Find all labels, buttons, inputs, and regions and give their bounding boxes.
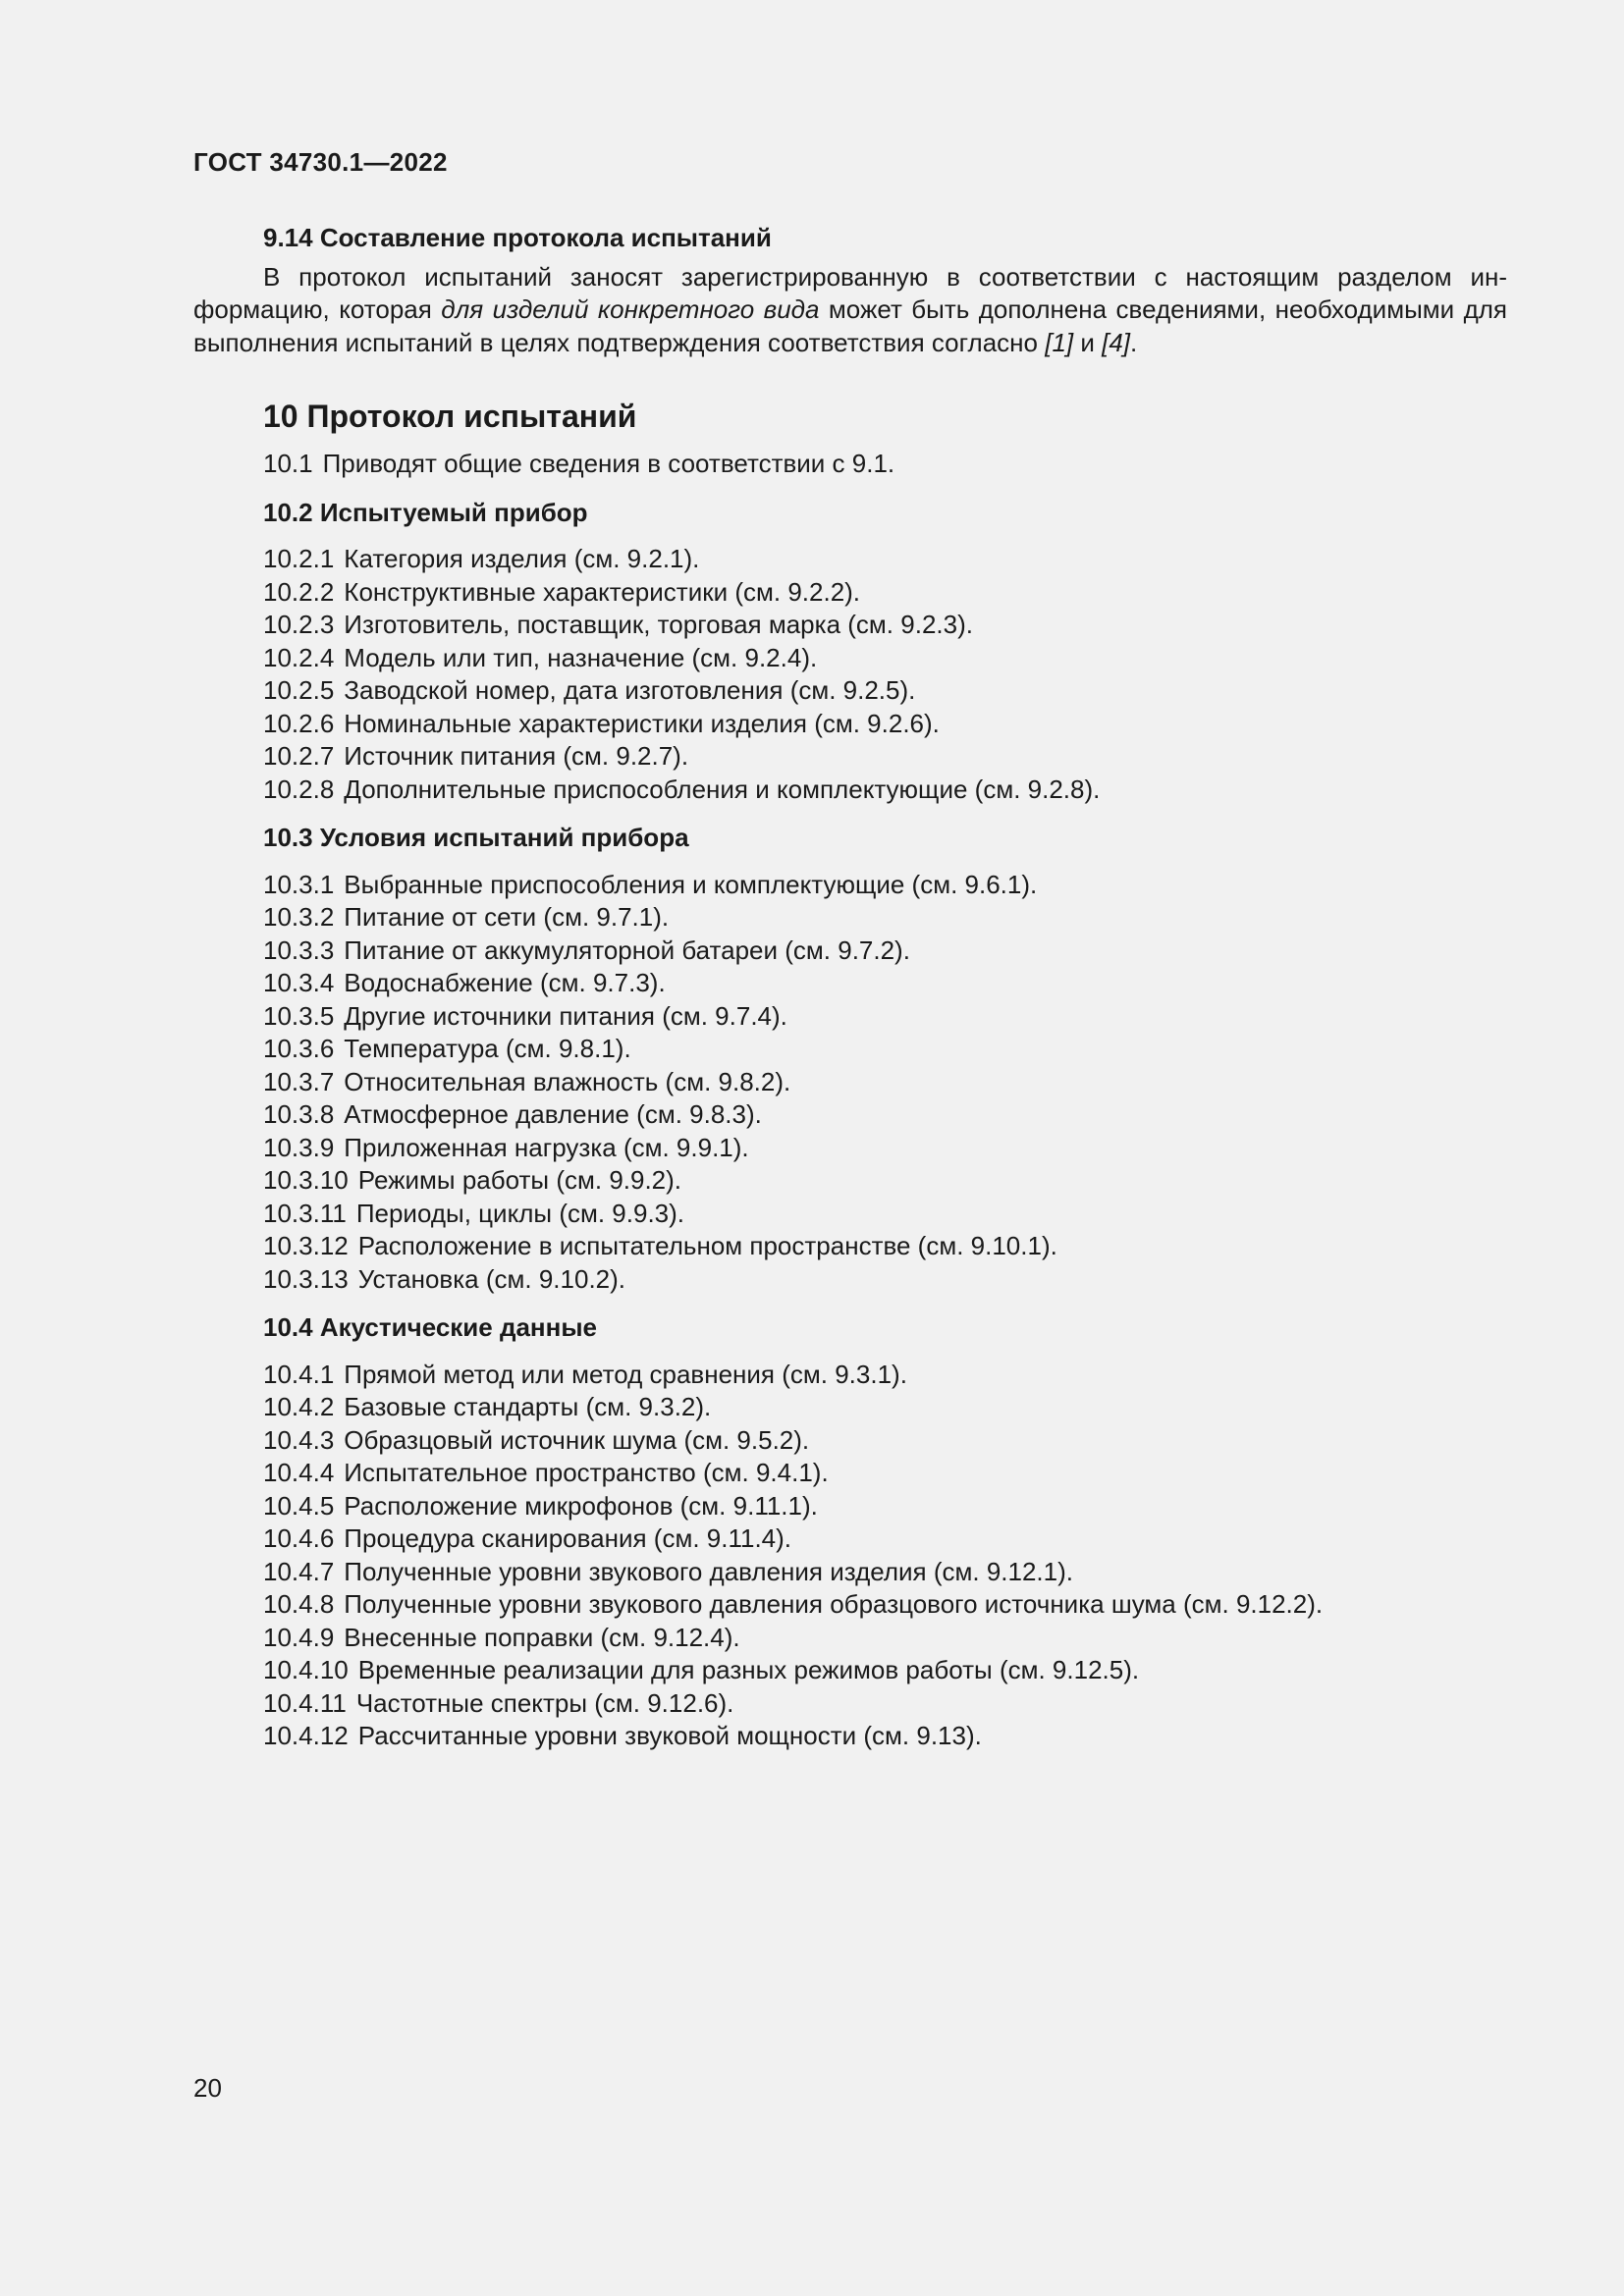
list-item	[193, 1230, 1507, 1263]
item-number: 10.1	[263, 449, 313, 478]
list-item	[193, 1687, 1507, 1721]
item-number: 10.4.2	[263, 1392, 335, 1421]
item-number: 10.4.7	[263, 1556, 335, 1586]
item-text: Приводят общие сведения в соответствии с 9.1.	[322, 449, 895, 478]
item-text: Дополнительные приспособления и комплектующие (см. 9.2.8).	[344, 774, 1101, 804]
item-number: 10.2.5	[263, 675, 335, 705]
list-item	[193, 1198, 1507, 1231]
item-number: 10.3.10	[263, 1165, 349, 1195]
item-number: 10.2.2	[263, 576, 335, 607]
paragraph-italic-text: для изделий конкретного вида	[441, 294, 820, 324]
item-text: Расположение в испытательном пространстве (см. 9.10.1).	[357, 1231, 1057, 1260]
item-number: 10.3.12	[263, 1231, 349, 1260]
item-text: Рассчитанные уровни звуковой мощности (см. 9.13).	[357, 1721, 982, 1750]
item-10-1	[193, 448, 1507, 481]
list-item	[193, 1654, 1507, 1687]
item-number: 10.4.10	[263, 1655, 349, 1684]
item-number: 10.4.8	[263, 1589, 335, 1619]
list-item	[193, 1033, 1507, 1066]
subsection-10-2-title: 10.2 Испытуемый прибор	[263, 497, 588, 527]
item-text: Атмосферное давление (см. 9.8.3).	[344, 1099, 762, 1129]
item-number: 10.3.1	[263, 869, 335, 899]
list-item	[193, 740, 1507, 774]
list-item	[193, 1066, 1507, 1099]
subsection-10-4-title: 10.4 Акустические данные	[263, 1312, 597, 1342]
item-number: 10.4.6	[263, 1523, 335, 1553]
paragraph-text: .	[1130, 327, 1138, 357]
paragraph-text: В протокол испытаний заносят зарегистрированную в соответствии с настоящим разделом ин-формацию, которая	[193, 261, 1507, 324]
section-9-14-paragraph	[193, 261, 1507, 360]
item-text: Источник питания (см. 9.2.7).	[344, 741, 689, 771]
item-text: Температура (см. 9.8.1).	[344, 1034, 631, 1063]
paragraph-text: может быть дополнена сведениями, необходимыми для выполнения испытаний в целях подтверждения соответствия согласно	[193, 294, 1507, 357]
item-text: Образцовый источник шума (см. 9.5.2).	[344, 1424, 810, 1455]
item-text: Режимы работы (см. 9.9.2).	[357, 1165, 682, 1195]
list-item	[193, 1164, 1507, 1198]
page-content	[193, 222, 1507, 1753]
item-text: Временные реализации для разных режимов работы (см. 9.12.5).	[357, 1655, 1140, 1684]
list-item	[193, 1720, 1507, 1753]
item-text: Внесенные поправки (см. 9.12.4).	[344, 1622, 740, 1652]
item-text: Водоснабжение (см. 9.7.3).	[344, 968, 666, 997]
item-text: Питание от аккумуляторной батареи (см. 9.7.2).	[344, 934, 910, 965]
list-item	[193, 1424, 1507, 1458]
list-item	[193, 869, 1507, 902]
item-number: 10.2.6	[263, 708, 335, 738]
item-text: Категория изделия (см. 9.2.1).	[344, 544, 700, 573]
list-item	[193, 576, 1507, 610]
item-number: 10.3.3	[263, 934, 335, 965]
item-text: Приложенная нагрузка (см. 9.9.1).	[344, 1132, 749, 1162]
item-text: Выбранные приспособления и комплектующие (см. 9.6.1).	[344, 869, 1038, 899]
item-text: Питание от сети (см. 9.7.1).	[344, 902, 670, 932]
list-item	[193, 901, 1507, 934]
item-text: Заводской номер, дата изготовления (см. 9.2.5).	[344, 675, 916, 705]
list-item	[193, 708, 1507, 741]
section-10-title: 10 Протокол испытаний	[263, 399, 637, 434]
list-item	[193, 1457, 1507, 1490]
item-number: 10.4.11	[263, 1687, 347, 1718]
section-9-14-title: 9.14 Составление протокола испытаний	[263, 223, 772, 252]
item-text: Установка (см. 9.10.2).	[357, 1263, 626, 1294]
item-text: Другие источники питания (см. 9.7.4).	[344, 1000, 787, 1031]
item-number: 10.4.9	[263, 1622, 335, 1652]
item-text: Прямой метод или метод сравнения (см. 9.3.1).	[344, 1359, 907, 1389]
item-number: 10.3.11	[263, 1198, 347, 1228]
item-text: Периоды, циклы (см. 9.9.3).	[355, 1198, 685, 1228]
item-number: 10.2.3	[263, 610, 335, 639]
list-item	[193, 1622, 1507, 1655]
item-number: 10.4.4	[263, 1458, 335, 1487]
list-item	[193, 967, 1507, 1000]
document-standard-id: ГОСТ 34730.1—2022	[193, 147, 448, 177]
item-text: Расположение микрофонов (см. 9.11.1).	[344, 1490, 818, 1521]
list-item	[193, 1359, 1507, 1392]
item-text: Конструктивные характеристики (см. 9.2.2).	[344, 576, 861, 607]
item-number: 10.3.6	[263, 1034, 335, 1063]
list-item	[193, 1098, 1507, 1132]
subsection-10-2-list	[193, 543, 1507, 806]
item-number: 10.3.8	[263, 1099, 335, 1129]
item-text: Базовые стандарты (см. 9.3.2).	[344, 1392, 712, 1421]
item-number: 10.3.2	[263, 902, 335, 932]
list-item	[193, 674, 1507, 708]
list-item	[193, 609, 1507, 642]
paragraph-text: и	[1073, 327, 1103, 357]
list-item	[193, 1391, 1507, 1424]
item-text: Модель или тип, назначение (см. 9.2.4).	[344, 642, 818, 672]
list-item	[193, 774, 1507, 807]
item-number: 10.2.1	[263, 544, 335, 573]
subsection-10-4-list	[193, 1359, 1507, 1753]
list-item	[193, 1490, 1507, 1523]
list-item	[193, 1263, 1507, 1297]
item-number: 10.3.4	[263, 968, 335, 997]
list-item	[193, 1000, 1507, 1034]
item-text: Номинальные характеристики изделия (см. 9.2.6).	[344, 708, 940, 738]
list-item	[193, 1132, 1507, 1165]
list-item	[193, 1588, 1507, 1622]
item-number: 10.3.9	[263, 1132, 335, 1162]
item-text: Полученные уровни звукового давления образцового источника шума (см. 9.12.2).	[344, 1589, 1324, 1619]
reference-4: [4]	[1102, 327, 1131, 357]
list-item	[193, 1556, 1507, 1589]
subsection-10-3-list	[193, 869, 1507, 1297]
item-number: 10.3.5	[263, 1000, 335, 1031]
item-text: Процедура сканирования (см. 9.11.4).	[344, 1523, 792, 1553]
item-text: Полученные уровни звукового давления изделия (см. 9.12.1).	[344, 1556, 1073, 1586]
item-number: 10.4.12	[263, 1721, 349, 1750]
item-number: 10.4.3	[263, 1424, 335, 1455]
list-item	[193, 934, 1507, 968]
subsection-10-3-title: 10.3 Условия испытаний прибора	[263, 823, 689, 852]
list-item	[193, 1522, 1507, 1556]
list-item	[193, 642, 1507, 675]
item-text: Частотные спектры (см. 9.12.6).	[355, 1687, 734, 1718]
item-number: 10.4.5	[263, 1490, 335, 1521]
reference-1: [1]	[1045, 327, 1074, 357]
item-number: 10.4.1	[263, 1359, 335, 1389]
item-text: Относительная влажность (см. 9.8.2).	[344, 1066, 791, 1096]
item-text: Изготовитель, поставщик, торговая марка (см. 9.2.3).	[344, 610, 973, 639]
item-number: 10.3.7	[263, 1066, 335, 1096]
item-number: 10.2.4	[263, 642, 335, 672]
item-number: 10.3.13	[263, 1263, 349, 1294]
item-number: 10.2.8	[263, 774, 335, 804]
item-text: Испытательное пространство (см. 9.4.1).	[344, 1458, 829, 1487]
item-number: 10.2.7	[263, 741, 335, 771]
page-number: 20	[193, 2073, 222, 2103]
list-item	[193, 543, 1507, 576]
